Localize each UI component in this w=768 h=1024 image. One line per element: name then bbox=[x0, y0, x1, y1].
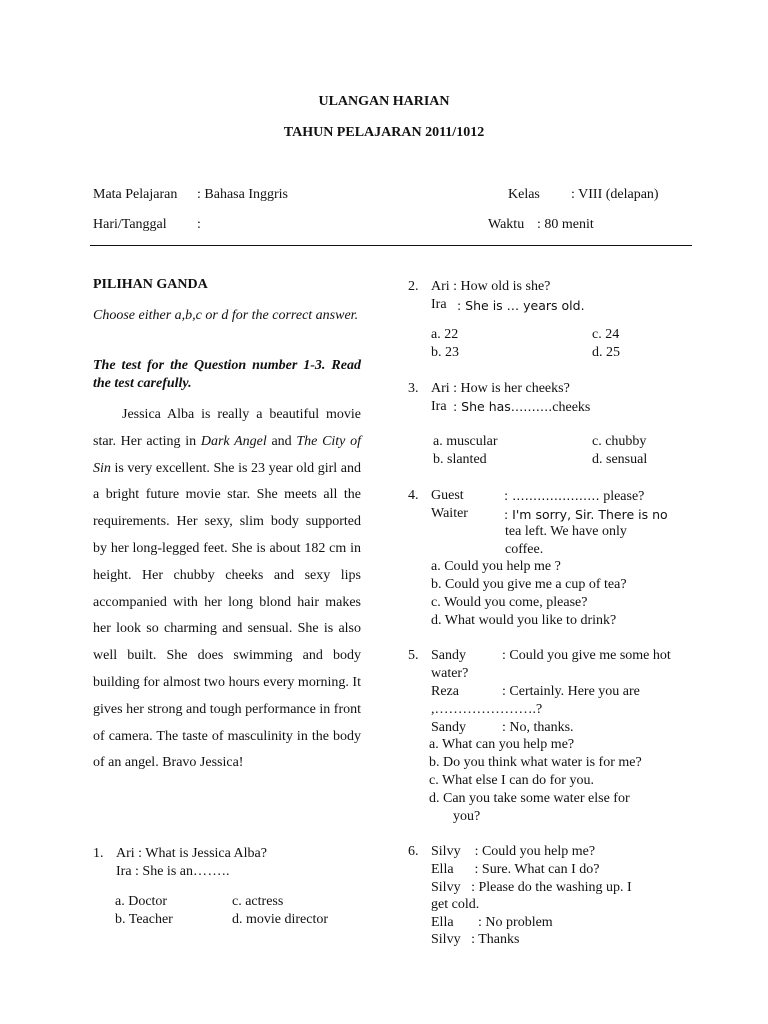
question-3-option-d: d. sensual bbox=[592, 452, 648, 467]
question-2-line-2-label: Ira bbox=[431, 297, 447, 312]
question-3-option-b: b. slanted bbox=[433, 452, 487, 467]
section-heading: PILIHAN GANDA bbox=[93, 277, 208, 292]
document-subtitle: TAHUN PELAJARAN 2011/1012 bbox=[283, 125, 485, 140]
header-divider bbox=[90, 245, 692, 246]
class-value: : VIII (delapan) bbox=[571, 187, 659, 202]
question-4-number: 4. bbox=[408, 488, 419, 503]
question-4-option-d: d. What would you like to drink? bbox=[431, 613, 617, 628]
passage-text-1: Jessica Alba is really a beautiful movie star. Her acting in bbox=[93, 407, 361, 449]
question-4-option-b: b. Could you give me a cup of tea? bbox=[431, 577, 627, 592]
instruction-text: Choose either a,b,c or d for the correct answer. bbox=[93, 308, 359, 323]
question-3-line-2-text: : She has……….cheeks bbox=[453, 399, 591, 415]
question-2-line-2-text: : She is … years old. bbox=[457, 298, 585, 313]
reading-passage bbox=[93, 402, 361, 777]
question-1-line-1: Ari : What is Jessica Alba? bbox=[116, 846, 267, 861]
question-3-line-2-label: Ira bbox=[431, 399, 447, 414]
question-5-option-d-cont: you? bbox=[453, 809, 481, 824]
question-5-option-b: b. Do you think what water is for me? bbox=[429, 755, 642, 770]
subject-value: : Bahasa Inggris bbox=[197, 187, 288, 202]
question-6-line-3: Silvy : Please do the washing up. I bbox=[431, 880, 632, 895]
question-5-option-d: d. Can you take some water else for bbox=[429, 791, 630, 806]
question-4-waiter-cont-2: coffee. bbox=[505, 542, 544, 557]
question-5-reza-cont: ,………………….? bbox=[431, 702, 543, 717]
time-value: : 80 menit bbox=[537, 217, 594, 232]
question-6-number: 6. bbox=[408, 844, 419, 859]
question-1-option-c: c. actress bbox=[232, 894, 284, 909]
test-note: The test for the Question number 1-3. Read the test carefully. bbox=[93, 358, 361, 391]
time-label: Waktu bbox=[488, 217, 525, 232]
question-5-sandy2-label: Sandy bbox=[431, 720, 466, 735]
question-4-guest-label: Guest bbox=[431, 488, 464, 503]
question-6-line-5: Ella : No problem bbox=[431, 915, 553, 930]
question-5-sandy2-text: : No, thanks. bbox=[502, 720, 574, 735]
question-6-line-4: get cold. bbox=[431, 897, 480, 912]
question-5-sandy-cont: water? bbox=[431, 666, 469, 681]
question-5-reza-label: Reza bbox=[431, 684, 459, 699]
question-1-option-d: d. movie director bbox=[232, 912, 329, 927]
question-2-option-c: c. 24 bbox=[592, 327, 620, 342]
question-4-waiter-line: : I'm sorry, Sir. There is no bbox=[504, 507, 668, 522]
question-5-option-c: c. What else I can do for you. bbox=[429, 773, 594, 788]
question-4-option-c: c. Would you come, please? bbox=[431, 595, 588, 610]
passage-title-city-of-sin: The City of Sin bbox=[93, 433, 361, 476]
question-1-option-a: a. Doctor bbox=[115, 894, 168, 909]
question-1-option-b: b. Teacher bbox=[115, 912, 173, 927]
question-2-option-a: a. 22 bbox=[431, 327, 459, 342]
question-3-number: 3. bbox=[408, 381, 419, 396]
class-label: Kelas bbox=[508, 187, 540, 202]
question-2-number: 2. bbox=[408, 279, 419, 294]
passage-text-3: is very excellent. She is 23 year old girl and a bright future movie star. She meets all the requirements. Her sexy, slim body supported by her long-legged feet. She is about 182 cm in height. Her chubby cheeks and sexy lips accompanied with her long blond hair makes her look so charming and sensual. She is also well built. She does swimming and body building for almost two hours every morning. It gives her strong and tough performance in front of camera. The taste of masculinity in the body of an angel. Bravo Jessica! bbox=[93, 460, 361, 771]
question-3-option-a: a. muscular bbox=[433, 434, 498, 449]
question-2-option-d: d. 25 bbox=[592, 345, 620, 360]
question-4-waiter-cont-1: tea left. We have only bbox=[505, 524, 627, 539]
question-5-sandy-text: : Could you give me some hot bbox=[502, 648, 671, 663]
passage-text-2: and bbox=[266, 433, 297, 449]
question-3-option-c: c. chubby bbox=[592, 434, 647, 449]
question-6-line-2: Ella : Sure. What can I do? bbox=[431, 862, 600, 877]
question-5-sandy-label: Sandy bbox=[431, 648, 466, 663]
subject-label: Mata Pelajaran bbox=[93, 187, 178, 202]
question-1-line-2: Ira : She is an…….. bbox=[116, 864, 230, 879]
document-title: ULANGAN HARIAN bbox=[318, 94, 450, 109]
question-2-option-b: b. 23 bbox=[431, 345, 459, 360]
question-4-guest-line: : ………………… please? bbox=[504, 488, 645, 504]
question-5-option-a: a. What can you help me? bbox=[429, 737, 575, 752]
question-6-line-6: Silvy : Thanks bbox=[431, 932, 520, 947]
question-5-number: 5. bbox=[408, 648, 419, 663]
question-3-line-1: Ari : How is her cheeks? bbox=[431, 381, 570, 396]
question-2-line-1: Ari : How old is she? bbox=[431, 279, 551, 294]
question-5-reza-text: : Certainly. Here you are bbox=[502, 684, 640, 699]
question-1-number: 1. bbox=[93, 846, 104, 861]
question-6-line-1: Silvy : Could you help me? bbox=[431, 844, 596, 859]
date-label: Hari/Tanggal bbox=[93, 217, 167, 232]
question-4-waiter-label: Waiter bbox=[431, 506, 468, 521]
question-4-option-a: a. Could you help me ? bbox=[431, 559, 561, 574]
date-value: : bbox=[197, 217, 201, 232]
passage-title-dark-angel: Dark Angel bbox=[200, 433, 267, 449]
